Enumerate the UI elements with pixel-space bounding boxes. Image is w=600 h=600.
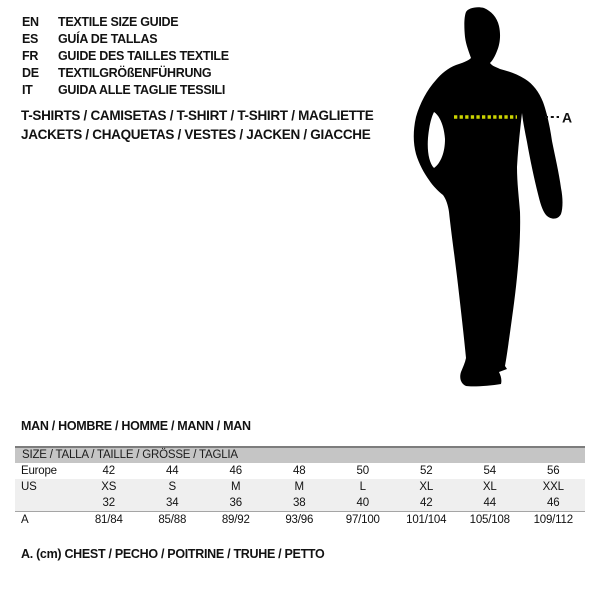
language-code: DE [22, 66, 39, 80]
language-code: FR [22, 49, 39, 63]
table-cell: 93/96 [285, 514, 314, 526]
table-cell: 85/88 [158, 514, 187, 526]
table-cell: 89/92 [221, 514, 250, 526]
table-cell: 34 [166, 497, 179, 509]
table-row-chest [15, 511, 585, 528]
table-cell: 32 [102, 497, 115, 509]
table-cell: 54 [483, 465, 496, 477]
row-label: A [21, 514, 29, 526]
table-cell: 52 [420, 465, 433, 477]
table-cell: 38 [293, 497, 306, 509]
table-cell: 97/100 [345, 514, 380, 526]
table-cell: 42 [420, 497, 433, 509]
language-code: ES [22, 32, 39, 46]
table-cell: XS [101, 481, 117, 493]
table-cell: XL [482, 481, 497, 493]
man-silhouette-shape [414, 7, 563, 386]
table-cell: 81/84 [94, 514, 123, 526]
category-line-tshirts: T-SHIRTS / CAMISETAS / T-SHIRT / T-SHIRT / MAGLIETTE [21, 108, 374, 123]
table-row-europe [15, 463, 585, 479]
table-cell: 109/112 [533, 514, 573, 526]
row-label [15, 495, 77, 511]
table-cell: 46 [229, 465, 242, 477]
language-title: GUIDE DES TAILLES TEXTILE [58, 49, 229, 63]
row-label: US [21, 481, 37, 493]
size-table [15, 446, 585, 528]
row-label: Europe [21, 465, 57, 477]
table-row-us-numeric [15, 495, 585, 511]
table-cell: 50 [356, 465, 369, 477]
table-cell: 46 [547, 497, 560, 509]
language-row [22, 65, 229, 82]
table-cell: 101/104 [406, 514, 447, 526]
language-title: GUÍA DE TALLAS [58, 32, 158, 46]
table-cell: 48 [293, 465, 306, 477]
table-cell: XXL [542, 481, 564, 493]
language-code: IT [22, 83, 33, 97]
table-row-us [15, 479, 585, 495]
table-header: SIZE / TALLA / TAILLE / GRÖSSE / TAGLIA [15, 446, 585, 463]
table-cell: S [168, 481, 176, 493]
measurement-footnote: A. (cm) CHEST / PECHO / POITRINE / TRUHE / PETTO [21, 547, 325, 561]
language-row [22, 14, 229, 31]
language-row [22, 82, 229, 99]
language-list [22, 14, 229, 99]
table-cell: L [359, 481, 366, 493]
table-cell: 44 [166, 465, 179, 477]
language-row [22, 48, 229, 65]
category-line-jackets: JACKETS / CHAQUETAS / VESTES / JACKEN / GIACCHE [21, 126, 371, 142]
section-heading: MAN / HOMBRE / HOMME / MANN / MAN [21, 419, 251, 433]
table-cell: XL [419, 481, 434, 493]
language-title: GUIDA ALLE TAGLIE TESSILI [58, 83, 226, 97]
table-cell: 36 [229, 497, 242, 509]
language-row [22, 31, 229, 48]
language-title: TEXTILGRÖßENFÜHRUNG [58, 66, 212, 80]
table-cell: 44 [483, 497, 496, 509]
language-title: TEXTILE SIZE GUIDE [58, 15, 179, 29]
table-cell: M [294, 481, 304, 493]
table-cell: 40 [356, 497, 369, 509]
table-cell: 42 [102, 465, 115, 477]
man-figure [385, 0, 600, 400]
language-code: EN [22, 15, 39, 29]
table-cell: 105/108 [469, 514, 510, 526]
measure-label-a: A [562, 109, 573, 126]
table-cell: 56 [547, 465, 560, 477]
category-block [21, 107, 373, 144]
table-cell: M [231, 481, 241, 493]
